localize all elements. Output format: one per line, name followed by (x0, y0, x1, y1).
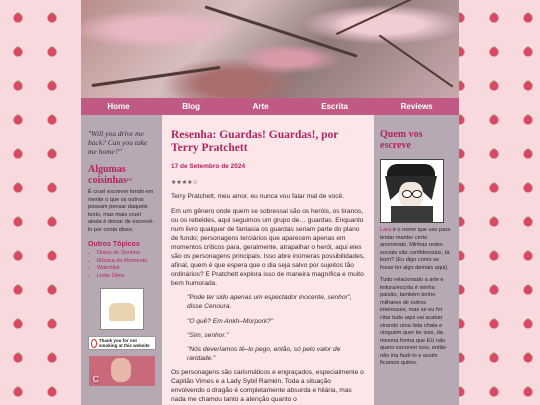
sidebar-description: É cruel escrever tendo em mente o que os outros possam pensar daquele texto, mas mais cruel ainda é deixar de escrevê-lo por conta disso. (88, 189, 154, 233)
author-bio: Lara é o nome que uso para tentar manter certo anonimato. Minhas redes sociais são confidenciais, tá bom? (Eu digo como se fosse ter algo demais aqui). (380, 227, 451, 271)
author-section-title: Quem vos escreve (380, 129, 423, 151)
left-sidebar (81, 115, 162, 405)
rating-stars-icon: ★★★★☆ (171, 180, 198, 187)
topic-link-dreams[interactable]: • Diário de Sonhos (97, 250, 162, 258)
no-smoking-text: Thank you for not smoking at this website (98, 338, 150, 349)
nav-blog[interactable]: Blog (182, 102, 200, 111)
author-name[interactable]: Lara (380, 227, 392, 233)
character-face-icon (111, 358, 131, 382)
sidebar-title: Algumas coisinhas~ (88, 164, 133, 186)
nav-escrita[interactable]: Escrita (321, 102, 348, 111)
topics-title: Outros Tópicos (88, 241, 140, 249)
nav-reviews[interactable]: Reviews (400, 102, 433, 111)
post-content (162, 115, 374, 405)
post-quote: "O quê? Em Ankh–Morpork?" (187, 317, 274, 325)
topic-link-music[interactable]: • Música do Momento (97, 258, 162, 266)
author-avatar (380, 159, 444, 223)
post-paragraph: Terry Pratchett, meu amor, eu nunca vou falar mal de você. (171, 193, 344, 201)
character-badge-image[interactable] (89, 356, 155, 386)
post-quote: "Nós deveríamos tê–lo pego, então, só pelo valor de raridade." (187, 345, 341, 362)
bread-badge-image[interactable] (100, 288, 144, 330)
sidebar-quote: "Will you drive me back? Can you take me home?" (88, 129, 148, 156)
topics-list (81, 250, 162, 280)
character-badge-text: C (92, 374, 99, 385)
main-nav (81, 98, 459, 115)
page-container (81, 0, 459, 405)
bread-icon (109, 303, 135, 321)
topic-link-useful[interactable]: • Links Úteis (97, 273, 162, 281)
topic-link-watchlist[interactable]: • Watchlist (97, 265, 162, 273)
right-sidebar (374, 115, 459, 405)
post-title: Resenha: Guardas! Guardas!, por Terry Pratchett (171, 129, 339, 155)
no-smoking-icon (91, 339, 97, 348)
no-smoking-badge[interactable] (88, 336, 156, 350)
post-quote: "Sim, senhor." (187, 331, 229, 339)
post-quote: "Pode ter sido apenas um espectador inocente, senhor", disse Cenoura. (187, 294, 352, 311)
author-bio-more: Tudo relacionado a arte e leitura/escrita é minha paixão, também tenho milhares de outros interesses, mas se eu for citar tudo aqui vai acabar virando uma lista chata e ninguém quer ler isso, da mesma forma que EU não quero escrever isso, então não iria fazê-lo e assim ficamos quites. (380, 277, 446, 367)
post-paragraph: Os personagens são carismáticos e engraçados, especialmente o Capitão Vimes e a Lady Sybil Ramkin. Toda a situação envolvendo o dragão é completamente absurda e hilária, mas nada me chamou tanto a atenção quanto o (171, 368, 364, 404)
nav-home[interactable]: Home (107, 102, 130, 111)
header-banner (81, 0, 459, 98)
nav-arte[interactable]: Arte (252, 102, 269, 111)
post-paragraph: Em um gênero onde quem se sobressai são os heróis, os tiranos, ou os rebeldes, aqui seguimos um grupo de… guardas. Enquanto num livro qualquer de fantasia os guardas seriam parte do plano de fundo; personagens terciários que aparecem apenas em momentos críticos para, geralmente, atrapalhar o herói, aqui eles são os personagens principais. Isso abre inúmeras possibilidades, afinal, quem é que espera que o dia seja salvo por sujeitos tão ordinários? E Pratchett explora isso de maneira magnífica e muito bem humorada. (171, 207, 365, 288)
post-date: 17 de Setembro de 2024 (171, 163, 246, 171)
